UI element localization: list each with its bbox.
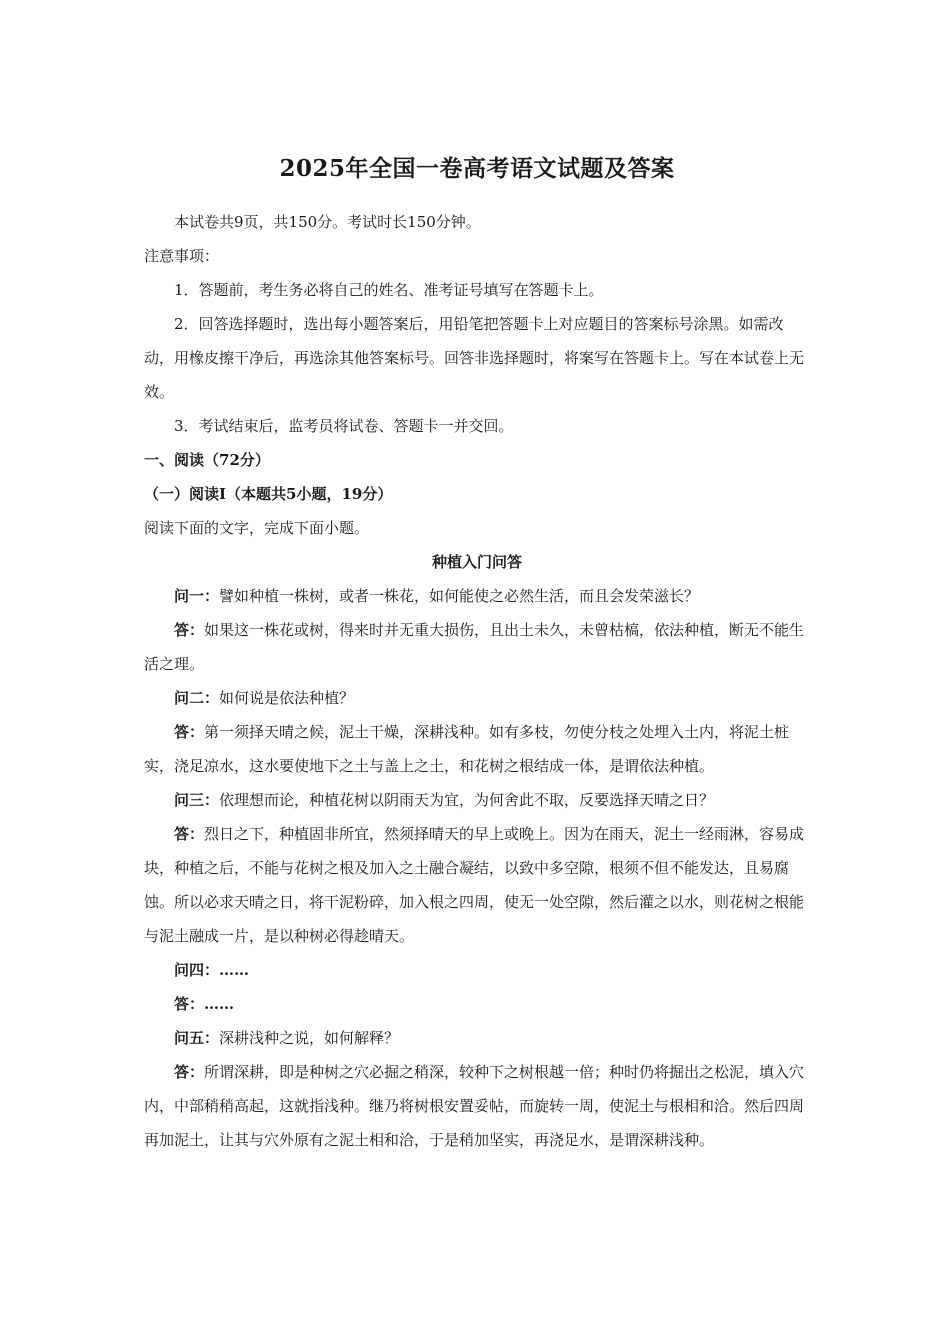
qa-text: 深耕浅种之说，如何解释？ bbox=[219, 1029, 400, 1047]
notice-item-2: 2．回答选择题时，选出每小题答案后，用铅笔把答题卡上对应题目的答案标号涂黑。如需改动，用橡皮擦干净后，再选涂其他答案标号。回答非选择题时，将案写在答题卡上。写在本试卷上无效。 bbox=[144, 315, 805, 401]
qa-label: 答： bbox=[174, 1063, 205, 1081]
qa-label: 问二： bbox=[174, 689, 220, 707]
document-title: 2025年全国一卷高考语文试题及答案 bbox=[279, 155, 675, 182]
qa-item bbox=[144, 715, 810, 783]
qa-item bbox=[144, 1021, 810, 1055]
qa-text: …… bbox=[204, 995, 235, 1013]
qa-item bbox=[144, 681, 810, 715]
qa-text: 依理想而论，种植花树以阴雨天为宜，为何舍此不取，反要选择天晴之日？ bbox=[219, 791, 715, 809]
notice-item-3: 3．考试结束后，监考员将试卷、答题卡一并交回。 bbox=[174, 417, 514, 435]
qa-label: 答： bbox=[174, 825, 205, 843]
qa-item bbox=[144, 953, 810, 987]
section-heading: 一、阅读（72分） bbox=[144, 451, 270, 469]
qa-label: 问五： bbox=[174, 1029, 220, 1047]
qa-text: 所谓深耕，即是种树之穴必掘之稍深，较种下之树根越一倍；种时仍将掘出之松泥，填入穴内，中部稍稍高起，这就指浅种。继乃将树根安置妥帖，而旋转一周，使泥土与根相和洽。然后四周再加泥土，让其与穴外原有之泥土相和洽，于是稍加坚实，再浇足水，是谓深耕浅种。 bbox=[144, 1063, 805, 1149]
qa-item bbox=[144, 783, 810, 817]
qa-label: 问三： bbox=[174, 791, 220, 809]
qa-item bbox=[144, 1055, 810, 1157]
qa-label: 答： bbox=[174, 723, 205, 741]
qa-list bbox=[144, 579, 810, 1157]
qa-text: 烈日之下，种植固非所宜，然须择晴天的早上或晚上。因为在雨天，泥土一经雨淋，容易成块，种植之后，不能与花树之根及加入之土融合凝结，以致中多空隙，根须不但不能发达，且易腐蚀。所以必求天晴之日，将干泥粉碎，加入根之四周，使无一处空隙，然后灌之以水，则花树之根能与泥土融成一片，是以种树必得趁晴天。 bbox=[144, 825, 805, 945]
qa-text: 如何说是依法种植？ bbox=[219, 689, 355, 707]
notice-heading: 注意事项： bbox=[144, 247, 220, 265]
qa-text: …… bbox=[219, 961, 250, 979]
reading-instruction: 阅读下面的文字，完成下面小题。 bbox=[144, 519, 370, 537]
document-page bbox=[144, 150, 810, 1157]
qa-text: 第一须择天晴之候，泥土干燥，深耕浅种。如有多枝，勿使分枝之处埋入土内，将泥土桩实，浇足凉水，这水要使地下之土与盖上之土，和花树之根结成一体，是谓依法种植。 bbox=[144, 723, 790, 775]
qa-label: 问四： bbox=[174, 961, 220, 979]
qa-item bbox=[144, 817, 810, 953]
article-title: 种植入门问答 bbox=[431, 553, 522, 571]
qa-label: 答： bbox=[174, 995, 205, 1013]
qa-item bbox=[144, 987, 810, 1021]
qa-text: 如果这一株花或树，得来时并无重大损伤，且出土未久，未曾枯槁，依法种植，断无不能生活之理。 bbox=[144, 621, 805, 673]
exam-intro: 本试卷共9页，共150分。考试时长150分钟。 bbox=[174, 213, 481, 231]
qa-item bbox=[144, 579, 810, 613]
qa-text: 譬如种植一株树，或者一株花，如何能使之必然生活，而且会发荣滋长？ bbox=[219, 587, 700, 605]
qa-label: 答： bbox=[174, 621, 205, 639]
qa-item bbox=[144, 613, 810, 681]
subsection-heading: （一）阅读Ⅰ（本题共5小题，19分） bbox=[144, 485, 393, 503]
notice-item-1: 1．答题前，考生务必将自己的姓名、准考证号填写在答题卡上。 bbox=[174, 281, 604, 299]
qa-label: 问一： bbox=[174, 587, 220, 605]
